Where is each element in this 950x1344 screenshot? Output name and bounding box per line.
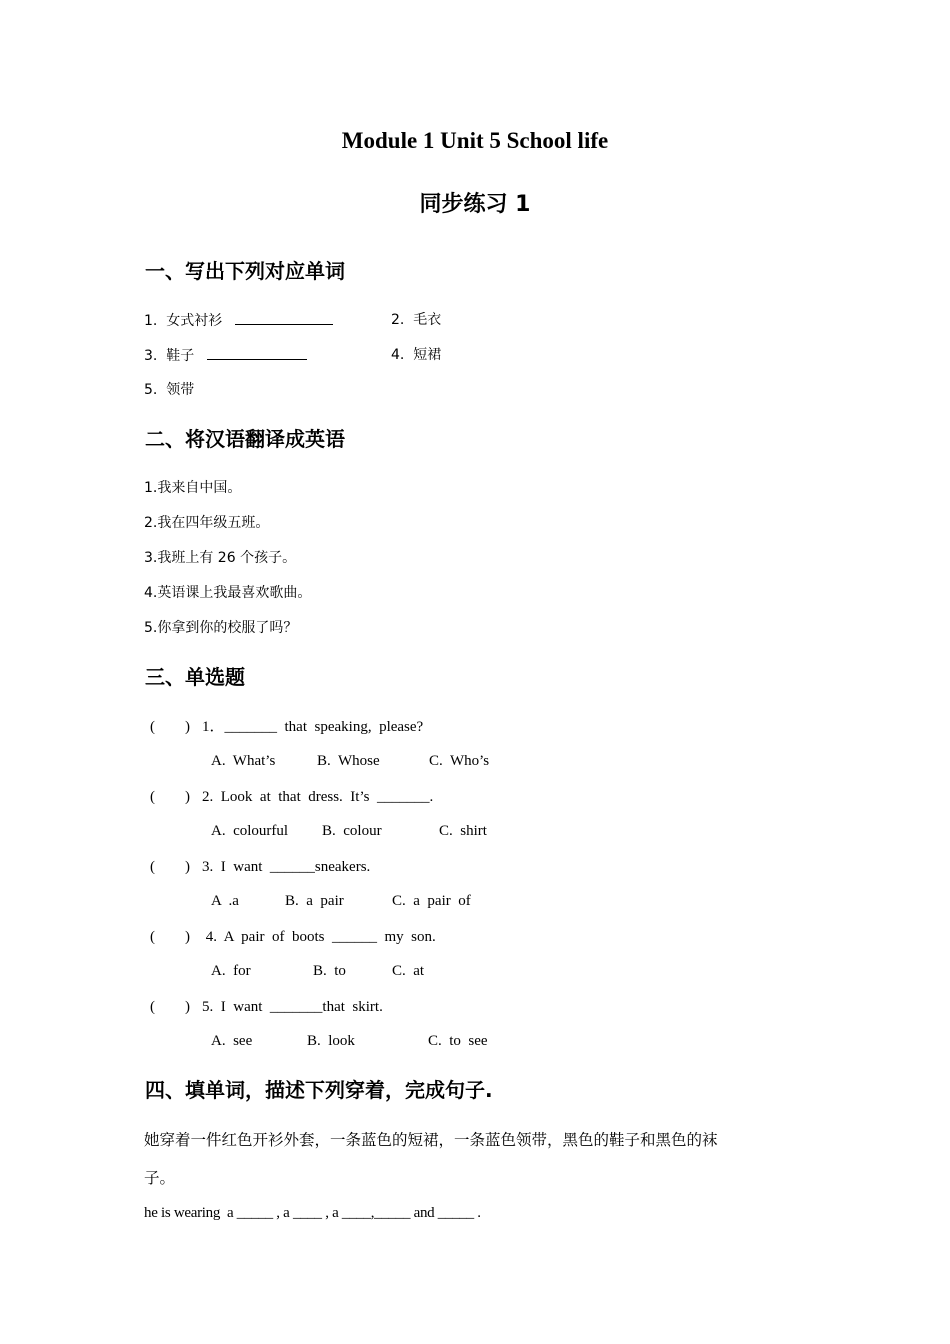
description-paragraph-line2: 子。 (144, 1169, 176, 1187)
vocab-label: 1. 女式衬衫 (144, 313, 223, 329)
section1-heading: 一、写出下列对应单词 (145, 259, 345, 283)
description-paragraph-line1: 她穿着一件红色开衫外套，一条蓝色的短裙，一条蓝色领带，黑色的鞋子和黑色的袜 (144, 1131, 718, 1149)
option-c: C. Who’s (429, 753, 490, 769)
answer-blank[interactable] (207, 345, 307, 360)
option-a: A .a (211, 893, 239, 909)
question-text: 5. I want _______that skirt. (202, 999, 383, 1015)
vocab-item-3 (144, 345, 307, 366)
answer-blank[interactable] (235, 310, 333, 325)
option-a: A. see (211, 1033, 253, 1049)
vocab-label: 3. 鞋子 (144, 348, 195, 364)
question-text: 2. Look at that dress. It’s _______. (202, 789, 434, 805)
option-a: A. colourful (211, 823, 289, 839)
vocab-item-1 (144, 310, 333, 331)
translate-item-2: 2.我在四年级五班。 (144, 515, 270, 531)
option-b: B. look (307, 1033, 355, 1049)
answer-parentheses[interactable]: ( ) (150, 859, 190, 875)
answer-parentheses[interactable]: ( ) (150, 719, 190, 735)
option-b: B. Whose (317, 753, 380, 769)
fill-in-sentence: he is wearing a _____ , a ____ , a ____,_____ and _____ . (144, 1205, 481, 1221)
option-c: C. to see (428, 1033, 488, 1049)
translate-item-1: 1.我来自中国。 (144, 480, 242, 496)
vocab-item-2: 2. 毛衣 (391, 312, 442, 328)
section2-heading: 二、将汉语翻译成英语 (145, 427, 345, 451)
option-c: C. at (392, 963, 425, 979)
vocab-item-5: 5. 领带 (144, 382, 195, 398)
translate-item-3: 3.我班上有 26 个孩子。 (144, 550, 297, 566)
section3-heading: 三、单选题 (145, 665, 245, 689)
translate-item-4: 4.英语课上我最喜欢歌曲。 (144, 585, 312, 601)
document-title: Module 1 Unit 5 School life (341, 128, 609, 153)
option-a: A. for (211, 963, 251, 979)
option-c: C. a pair of (392, 893, 471, 909)
vocab-item-4: 4. 短裙 (391, 347, 442, 363)
option-a: A. What’s (211, 753, 276, 769)
translate-item-5: 5.你拿到你的校服了吗？ (144, 620, 298, 636)
question-text: 1．_______ that speaking, please? (202, 719, 424, 735)
answer-parentheses[interactable]: ( ) (150, 929, 190, 945)
question-text: 4. A pair of boots ______ my son. (202, 929, 436, 945)
option-b: B. colour (322, 823, 382, 839)
section4-heading: 四、填单词，描述下列穿着，完成句子. (145, 1078, 493, 1102)
answer-parentheses[interactable]: ( ) (150, 789, 190, 805)
question-text: 3. I want ______sneakers. (202, 859, 371, 875)
document-subtitle: 同步练习 1 (419, 192, 531, 217)
answer-parentheses[interactable]: ( ) (150, 999, 190, 1015)
option-b: B. to (313, 963, 346, 979)
option-b: B. a pair (285, 893, 344, 909)
option-c: C. shirt (439, 823, 487, 839)
